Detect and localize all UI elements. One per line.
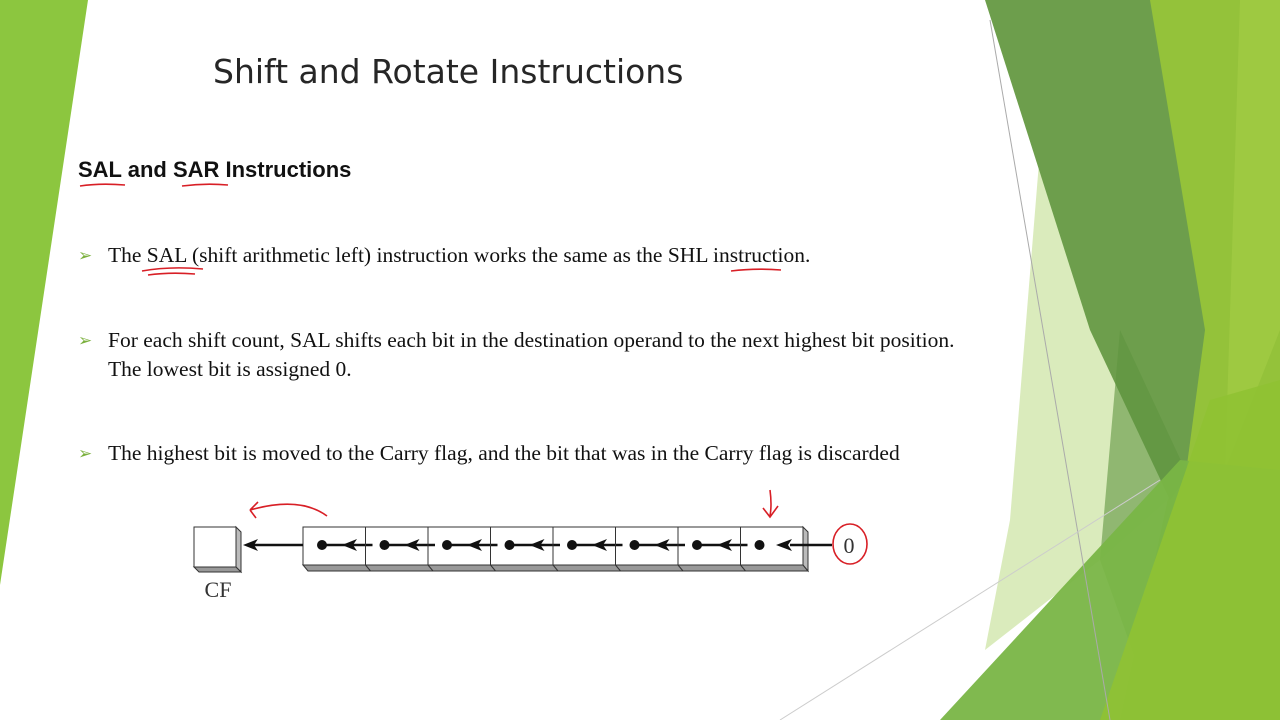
bit-dot (755, 540, 765, 550)
bullet-text: For each shift count, SAL shifts each bit in the destination operand to the next highest bit position. The lowest bit is assigned 0. (108, 328, 955, 381)
arrow-bullet-icon: ➢ (78, 246, 93, 265)
red-annotations (80, 184, 867, 564)
bullet-text: The highest bit is moved to the Carry flag, and the bit that was in the Carry flag is discarded (108, 441, 900, 465)
slide-subtitle: SAL and SAR Instructions (78, 157, 352, 182)
slide-title: Shift and Rotate Instructions (213, 52, 684, 91)
arrow-bullet-icon: ➢ (78, 444, 93, 463)
input-zero-label: 0 (843, 533, 855, 558)
arrow-bullet-icon: ➢ (78, 331, 93, 350)
carry-flag-label: CF (204, 577, 232, 602)
carry-flag-box (194, 527, 241, 572)
bullet-text: The SAL (shift arithmetic left) instruction works the same as the SHL instruction. (108, 243, 811, 267)
register (303, 527, 808, 571)
